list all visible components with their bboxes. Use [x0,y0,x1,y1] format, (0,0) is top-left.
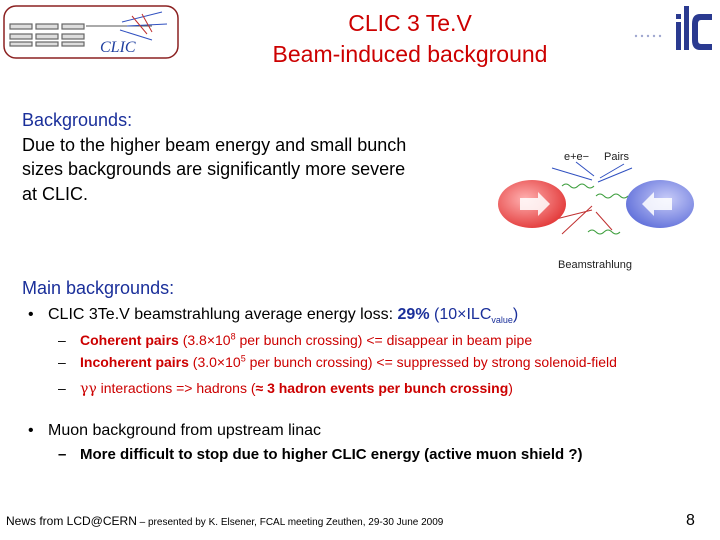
bullet-muon-background: Muon background from upstream linac [48,422,322,439]
intro-text [22,108,406,206]
subitem-detail: (3.0×10 [188,354,241,370]
sub-marker: – [58,380,66,396]
subitem-detail: per bunch crossing) <= disappear in beam pipe [235,332,533,348]
subitem-detail: (3.8×10 [178,332,231,348]
subitem-incoherent-pairs [80,354,617,370]
approx-symbol: ≈ [255,380,264,396]
subitem-muon-shield: More difficult to stop due to higher CLIC energy (active muon shield ?) [80,446,583,463]
pair-tracks [552,162,632,182]
gamma-gamma-symbol: γγ [80,381,97,397]
subitem-detail: interactions => hadrons ( [96,380,256,396]
intro-line: Due to the higher beam energy and small bunch [22,134,407,155]
pairs-label: Pairs [604,151,630,163]
subitem-gamma-gamma [80,380,513,397]
clic-logo-text: CLIC [100,39,136,56]
pairs-particles: e+e− [564,151,590,163]
title-line-1: CLIC 3 Te.V [348,10,472,36]
footer-presenter: – presented by K. Elsener, FCAL meeting Zeuthen, 29-30 June 2009 [136,517,444,528]
bullet-beamstrahlung [48,306,518,324]
bullet-marker: • [28,422,34,439]
clic-logo [2,4,180,60]
ilc-logo [632,2,718,58]
sub-marker: – [58,332,66,348]
sub-marker: – [58,446,67,463]
slide-title [180,8,640,70]
energy-loss-value: 29% [397,306,430,323]
beam-interaction-diagram [492,140,698,276]
exponent: 5 [240,353,246,364]
hadron-events: 3 hadron events per bunch crossing [263,380,509,396]
bullet-marker: • [28,306,34,323]
sub-marker: – [58,354,66,370]
ilc-close: ) [512,306,519,323]
backgrounds-heading: Backgrounds: [22,110,133,130]
subitem-detail: ) [508,380,513,396]
intro-line: sizes backgrounds are significantly more severe [22,159,406,179]
ilc-subscript: value [491,315,513,326]
footer-source: News from LCD@CERN [6,514,137,528]
main-backgrounds-heading: Main backgrounds: [22,278,175,298]
ilc-comparison: (10×ILC [429,306,492,323]
photon-wave [588,230,620,234]
intro-line: at CLIC. [22,183,89,204]
subitem-coherent-pairs [80,332,532,348]
subitem-detail: per bunch crossing) <= suppressed by strong solenoid-field [245,354,617,370]
beamstrahlung-label: Beamstrahlung [558,259,632,271]
page-number: 8 [686,512,695,529]
photon-wave [562,184,594,188]
footer [6,514,443,528]
incoherent-pairs-label: Incoherent pairs [80,354,189,370]
coherent-pairs-label: Coherent pairs [80,332,179,348]
photon-wave [596,194,628,198]
exponent: 8 [230,331,236,342]
title-line-2: Beam-induced background [272,41,548,67]
bullet-text: CLIC 3Te.V beamstrahlung average energy loss: [48,306,398,323]
